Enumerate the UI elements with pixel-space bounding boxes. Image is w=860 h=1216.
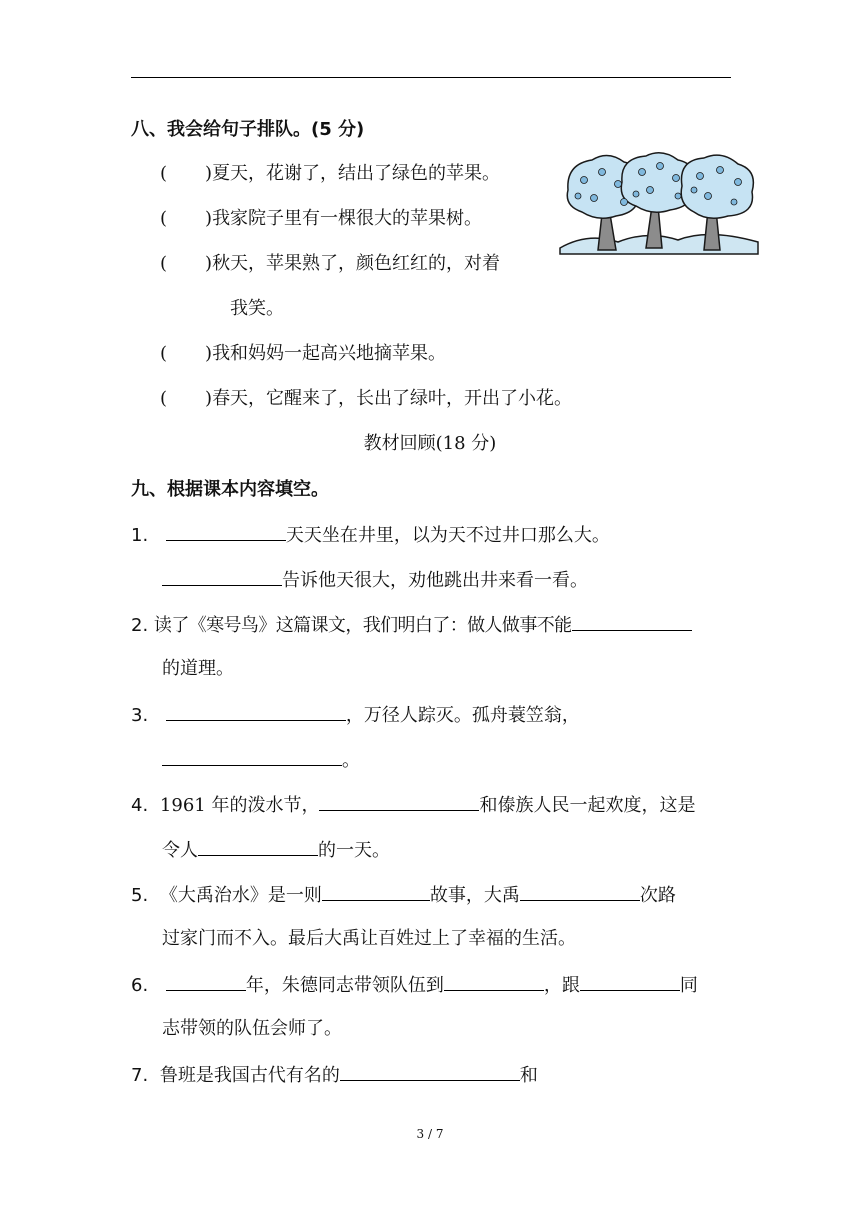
question-7-line-1: [131, 1062, 538, 1088]
question-text: 读了《寒号鸟》这篇课文，我们明白了：做人做事不能: [153, 615, 572, 636]
top-rule: [131, 77, 731, 78]
item-text: 我家院子里有一棵很大的苹果树。: [212, 208, 483, 229]
question-text: 天天坐在井里，以为天不过井口那么大。: [285, 525, 610, 546]
question-text: 鲁班是我国古代有名的: [159, 1065, 340, 1086]
item-text: 秋天，苹果熟了，颜色红红的，对着: [212, 253, 501, 274]
question-text: ，万径人踪灭。孤舟蓑笠翁，: [345, 705, 580, 726]
question-text: 年，朱德同志带领队伍到: [245, 975, 444, 996]
fill-blank[interactable]: [520, 882, 640, 901]
question-6-line-2: 志带领的队伍会师了。: [162, 1018, 342, 1039]
fill-blank[interactable]: [340, 1062, 520, 1081]
question-1-line-1: [131, 522, 610, 548]
fill-blank[interactable]: [162, 567, 282, 586]
question-3-line-1: [131, 702, 580, 728]
question-text: 和: [519, 1065, 538, 1086]
question-text: 的一天。: [318, 840, 390, 861]
fill-blank[interactable]: [580, 972, 680, 991]
item-text: 春天，它醒来了，长出了绿叶，开出了小花。: [212, 388, 573, 409]
question-number: 1.: [131, 525, 149, 546]
item-text: 我和妈妈一起高兴地摘苹果。: [212, 343, 447, 364]
question-number: 5.: [131, 885, 149, 906]
answer-paren[interactable]: ( ): [160, 388, 213, 409]
question-2-line-2: 的道理。: [162, 658, 234, 679]
question-text: 1961 年的泼水节，: [159, 795, 320, 816]
question-4-line-1: [131, 792, 695, 818]
question-text: 令人: [162, 840, 198, 861]
order-item-5: [160, 387, 572, 411]
question-5-line-1: [131, 882, 676, 908]
question-text: 《大禹治水》是一则: [159, 885, 322, 906]
fill-blank[interactable]: [198, 837, 318, 856]
fill-blank[interactable]: [166, 702, 346, 721]
order-item-3-cont: 我笑。: [230, 298, 284, 319]
answer-paren[interactable]: ( ): [160, 208, 213, 229]
question-text: 次路: [639, 885, 676, 906]
question-text: 。: [342, 750, 360, 771]
question-5-line-2: 过家门而不入。最后大禹让百姓过上了幸福的生活。: [162, 928, 576, 949]
fill-blank[interactable]: [319, 792, 479, 811]
page-number: 3 / 7: [416, 1127, 444, 1141]
review-header: 教材回顾(18 分): [363, 433, 497, 454]
fill-blank[interactable]: [572, 612, 692, 631]
question-number: 7.: [131, 1065, 149, 1086]
answer-paren[interactable]: ( ): [160, 343, 213, 364]
question-4-line-2: [162, 837, 390, 863]
item-text: 夏天，花谢了，结出了绿色的苹果。: [212, 163, 501, 184]
section9-title: 九、根据课本内容填空。: [131, 479, 329, 500]
fill-blank[interactable]: [444, 972, 544, 991]
order-item-3: [160, 252, 500, 276]
fill-blank[interactable]: [166, 972, 246, 991]
question-number: 2.: [131, 615, 149, 636]
answer-paren[interactable]: ( ): [160, 163, 213, 184]
question-number: 3.: [131, 705, 149, 726]
fill-blank[interactable]: [322, 882, 430, 901]
question-number: 4.: [131, 795, 149, 816]
question-3-line-2: [162, 747, 360, 773]
question-2-line-1: [131, 612, 692, 638]
answer-paren[interactable]: ( ): [160, 253, 213, 274]
question-text: 和傣族人民一起欢度，这是: [479, 795, 696, 816]
question-6-line-1: [131, 972, 698, 998]
question-text: 故事，大禹: [429, 885, 520, 906]
question-text: ，跟: [543, 975, 580, 996]
question-text: 同: [679, 975, 698, 996]
question-text: 告诉他天很大，劝他跳出井来看一看。: [282, 570, 588, 591]
order-item-4: [160, 342, 446, 366]
fill-blank[interactable]: [162, 747, 342, 766]
section8-title: 八、我会给句子排队。(5 分): [131, 119, 365, 140]
question-number: 6.: [131, 975, 149, 996]
order-item-2: [160, 207, 482, 231]
question-1-line-2: [162, 567, 588, 593]
apple-trees-illustration: [558, 150, 760, 260]
order-item-1: [160, 162, 500, 186]
fill-blank[interactable]: [166, 522, 286, 541]
